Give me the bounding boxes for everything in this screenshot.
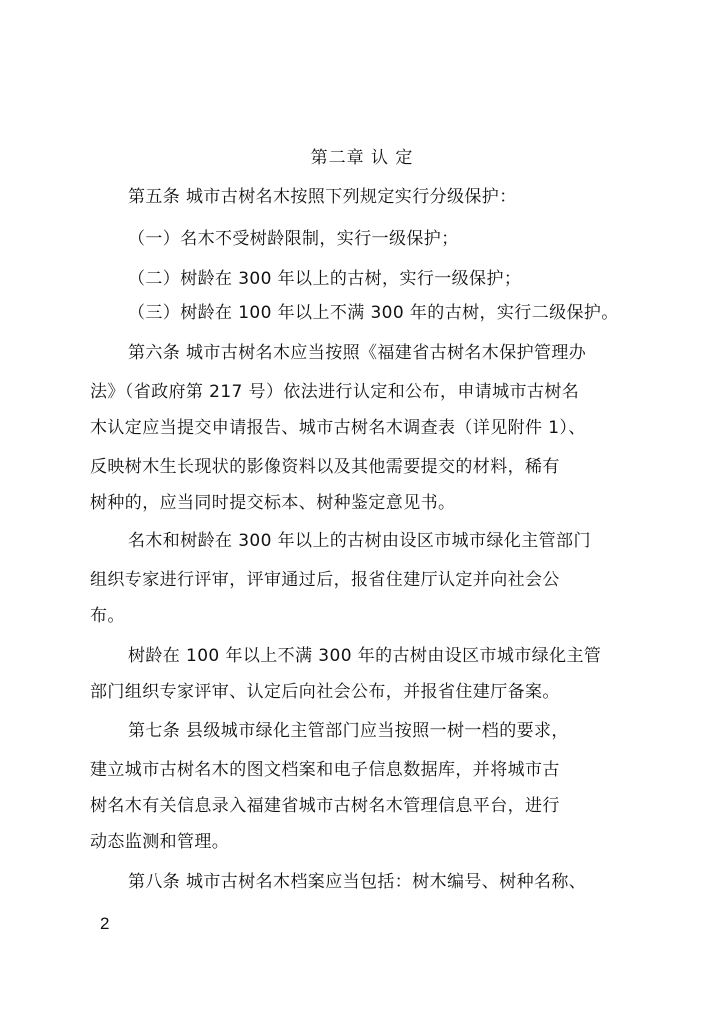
article-7-line-4: 动态监测和管理。 (90, 832, 230, 852)
article-6-line-5: 树种的，应当同时提交标本、树种鉴定意见书。 (90, 493, 456, 513)
paragraph-review-line-1: 名木和树龄在 300 年以上的古树由设区市城市绿化主管部门 (128, 531, 591, 551)
page-number: 2 (100, 914, 110, 933)
paragraph-review-line-3: 布。 (90, 606, 125, 626)
article-7-line-3: 树名木有关信息录入福建省城市古树名木管理信息平台，进行 (90, 796, 560, 816)
article-5-item-2: （二）树龄在 300 年以上的古树，实行一级保护； (128, 269, 522, 289)
article-7-line-1: 第七条 县级城市绿化主管部门应当按照一树一档的要求， (128, 721, 569, 741)
article-5-line: 第五条 城市古树名木按照下列规定实行分级保护： (128, 187, 517, 207)
article-6-line-3: 木认定应当提交申请报告、城市古树名木调查表（详见附件 1）、 (90, 418, 586, 438)
article-6-line-1: 第六条 城市古树名木应当按照《福建省古树名木保护管理办 (128, 343, 587, 363)
article-5-item-1: （一）名木不受树龄限制，实行一级保护； (128, 229, 459, 249)
article-5-item-3: （三）树龄在 100 年以上不满 300 年的古树，实行二级保护。 (128, 303, 619, 323)
article-8-line-1: 第八条 城市古树名木档案应当包括：树木编号、树种名称、 (128, 872, 587, 892)
paragraph-review-line-2: 组织专家进行评审，评审通过后，报省住建厅认定并向社会公 (90, 570, 560, 590)
article-6-line-2: 法》（省政府第 217 号）依法进行认定和公布，申请城市古树名 (90, 382, 580, 402)
chapter-title: 第二章 认 定 (310, 148, 414, 168)
article-6-line-4: 反映树木生长现状的影像资料以及其他需要提交的材料，稀有 (90, 457, 560, 477)
article-7-line-2: 建立城市古树名木的图文档案和电子信息数据库，并将城市古 (90, 760, 560, 780)
paragraph-filing-line-1: 树龄在 100 年以上不满 300 年的古树由设区市城市绿化主管 (128, 646, 602, 666)
paragraph-filing-line-2: 部门组织专家评审、认定后向社会公布，并报省住建厅备案。 (90, 682, 560, 702)
